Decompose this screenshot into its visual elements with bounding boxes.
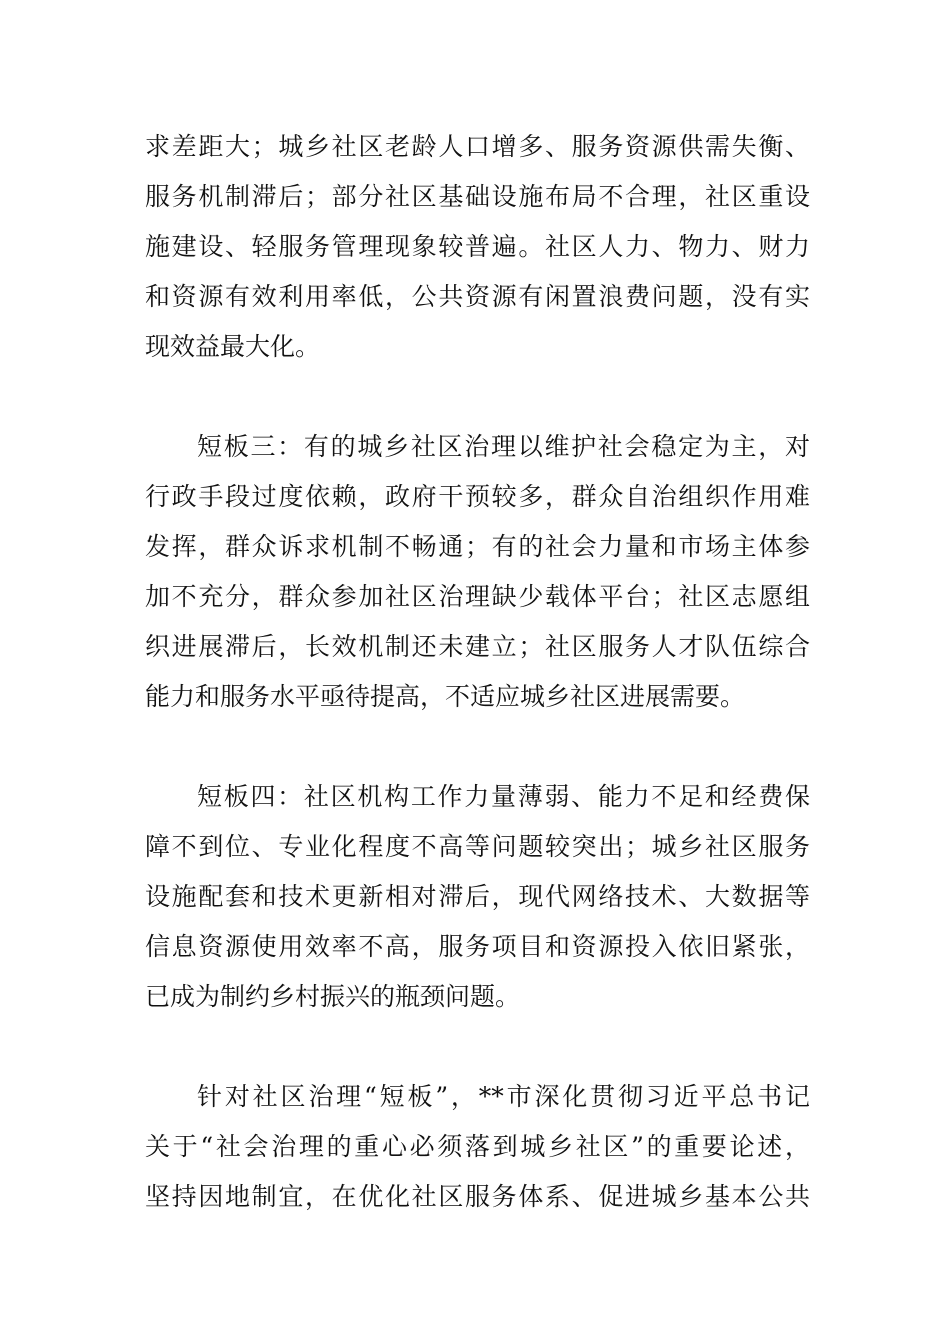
paragraph-line: 针对社区治理“短板”，**市深化贯彻习近平总书记 [197, 1082, 810, 1111]
paragraph-line: 加不充分，群众参加社区治理缺少载体平台；社区志愿组 [145, 582, 810, 611]
paragraph-line: 行政手段过度依赖，政府干预较多，群众自治组织作用难 [145, 482, 810, 511]
paragraph-line: 服务机制滞后；部分社区基础设施布局不合理，社区重设 [145, 182, 810, 211]
paragraph-line: 关于“社会治理的重心必须落到城乡社区”的重要论述， [145, 1132, 810, 1161]
paragraph-line: 织进展滞后，长效机制还未建立；社区服务人才队伍综合 [145, 632, 810, 661]
paragraph-line: 已成为制约乡村振兴的瓶颈问题。 [145, 982, 521, 1011]
paragraph-line: 发挥，群众诉求机制不畅通；有的社会力量和市场主体参 [145, 532, 810, 561]
paragraph-line: 设施配套和技术更新相对滞后，现代网络技术、大数据等 [145, 882, 810, 911]
paragraph-line: 现效益最大化。 [145, 332, 321, 361]
paragraph-line: 求差距大；城乡社区老龄人口增多、服务资源供需失衡、 [145, 132, 810, 161]
paragraph-line: 短板四：社区机构工作力量薄弱、能力不足和经费保 [197, 782, 810, 811]
paragraph-line: 能力和服务水平亟待提高，不适应城乡社区进展需要。 [145, 682, 746, 711]
paragraph-line: 障不到位、专业化程度不高等问题较突出；城乡社区服务 [145, 832, 810, 861]
paragraph-line: 信息资源使用效率不高，服务项目和资源投入依旧紧张， [145, 932, 810, 961]
paragraph-line: 施建设、轻服务管理现象较普遍。社区人力、物力、财力 [145, 232, 810, 261]
paragraph-line: 坚持因地制宜，在优化社区服务体系、促进城乡基本公共 [145, 1182, 810, 1211]
paragraph-line: 和资源有效利用率低，公共资源有闲置浪费问题，没有实 [145, 282, 810, 311]
paragraph-line: 短板三：有的城乡社区治理以维护社会稳定为主，对 [197, 432, 810, 461]
